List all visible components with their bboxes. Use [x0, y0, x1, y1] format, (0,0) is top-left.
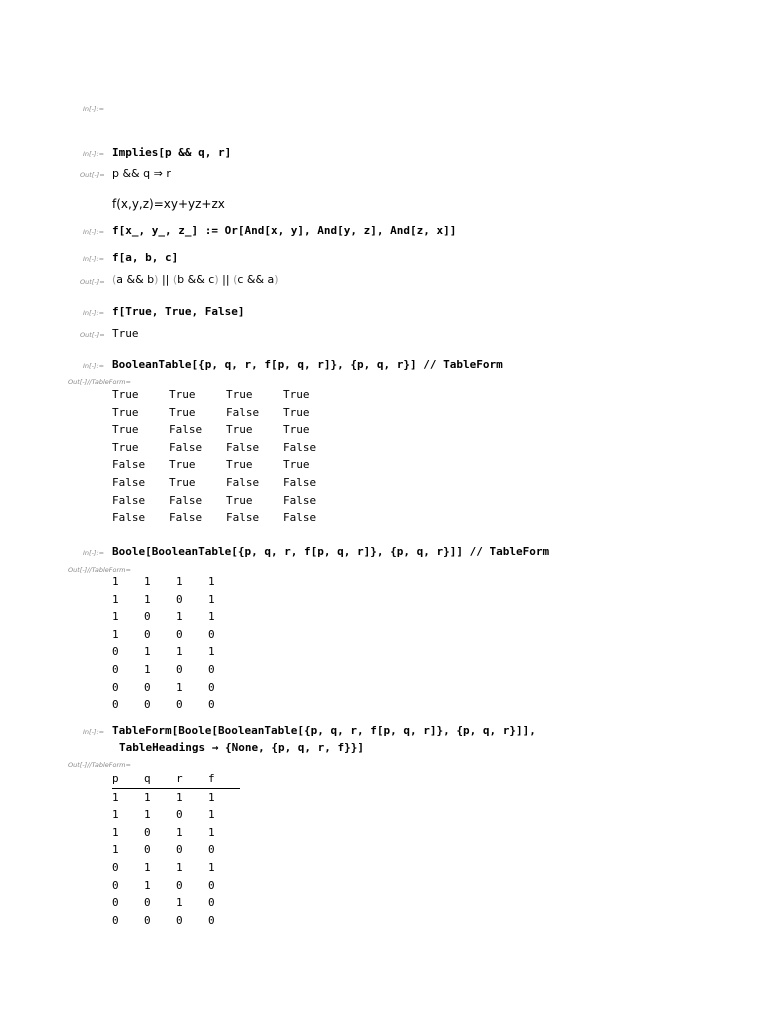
paren-open: ( — [172, 273, 178, 286]
input-code-continuation[interactable]: TableHeadings → {None, {p, q, r, f}}] — [119, 741, 365, 754]
table-cell: 0 — [112, 860, 119, 874]
input-label: In[-]:= — [83, 549, 105, 557]
table-cell: 1 — [144, 860, 151, 874]
table-cell: False — [169, 511, 203, 525]
table-cell: 1 — [176, 790, 183, 804]
table-row — [112, 643, 240, 661]
input-label: In[-]:= — [83, 255, 105, 263]
table-cell: 1 — [208, 645, 215, 659]
table-cell: 1 — [112, 825, 119, 839]
paren-close: ) — [154, 273, 159, 286]
table-cell: 1 — [112, 627, 119, 641]
output-expression: True — [112, 327, 139, 340]
table-cell: 0 — [112, 913, 119, 927]
table-row — [112, 591, 240, 609]
table-row — [112, 696, 240, 714]
or-operator: || — [218, 273, 234, 286]
table-cell: False — [283, 511, 317, 525]
input-label: In[-]:= — [83, 728, 105, 736]
table-cell: 0 — [176, 808, 183, 822]
output-label: Out[-]//TableForm= — [68, 566, 131, 574]
table-cell: 0 — [208, 843, 215, 857]
table-cell: 1 — [144, 790, 151, 804]
table-cell: 0 — [144, 627, 151, 641]
table-cell: False — [169, 423, 203, 437]
output-expression: p && q ⇒ r — [112, 167, 171, 180]
table-cell: False — [112, 458, 146, 472]
table-cell: False — [283, 440, 317, 454]
table-row — [112, 806, 240, 824]
input-code[interactable]: Boole[BooleanTable[{p, q, r, f[p, q, r]}, {p, q, r}]] // TableForm — [112, 545, 550, 558]
table-row — [112, 439, 340, 457]
table-row — [112, 788, 240, 806]
table-cell: True — [112, 405, 139, 419]
table-cell: 1 — [208, 825, 215, 839]
table-cell: True — [169, 405, 196, 419]
table-row — [112, 679, 240, 697]
table-cell: 0 — [176, 913, 183, 927]
table-row — [112, 859, 240, 877]
table-cell: 1 — [176, 610, 183, 624]
table-row — [112, 912, 240, 930]
output-label: Out[-]= — [80, 331, 105, 339]
table-cell: 0 — [144, 896, 151, 910]
output-expression — [112, 273, 279, 286]
table-row — [112, 492, 340, 510]
table-cell: 1 — [144, 645, 151, 659]
table-cell: False — [283, 493, 317, 507]
table-cell: 1 — [144, 592, 151, 606]
table-heading-row — [112, 770, 240, 788]
table-row — [112, 824, 240, 842]
table-cell: 0 — [208, 662, 215, 676]
input-code[interactable]: Implies[p && q, r] — [112, 146, 232, 159]
input-code[interactable]: f[x_, y_, z_] := Or[And[x, y], And[y, z], And[z, x]] — [112, 224, 457, 237]
table-cell: False — [226, 475, 260, 489]
table-row — [112, 404, 340, 422]
table-cell: 1 — [144, 662, 151, 676]
table-row — [112, 661, 240, 679]
table-cell: 0 — [112, 878, 119, 892]
table-row — [112, 456, 340, 474]
table-cell: 1 — [208, 610, 215, 624]
table-cell: 1 — [112, 808, 119, 822]
table-row — [112, 608, 240, 626]
table-cell: True — [112, 423, 139, 437]
table-cell: False — [169, 493, 203, 507]
truth-table-headed — [112, 770, 240, 929]
table-heading: r — [176, 770, 208, 788]
table-cell: 1 — [144, 808, 151, 822]
table-cell: 1 — [208, 790, 215, 804]
table-cell: 0 — [208, 878, 215, 892]
paren-close: ) — [274, 273, 279, 286]
table-cell: True — [112, 440, 139, 454]
table-cell: 0 — [112, 698, 119, 712]
truth-table-boolean — [112, 386, 340, 527]
table-cell: 1 — [208, 592, 215, 606]
or-operator: || — [158, 273, 173, 286]
table-cell: True — [283, 388, 310, 401]
table-cell: 0 — [176, 627, 183, 641]
table-cell: 1 — [112, 610, 119, 624]
table-cell: 1 — [176, 825, 183, 839]
paren-close: ) — [214, 273, 219, 286]
input-code[interactable]: BooleanTable[{p, q, r, f[p, q, r]}, {p, q, r}] // TableForm — [112, 358, 503, 371]
table-cell: 0 — [208, 913, 215, 927]
table-cell: False — [226, 405, 260, 419]
table-cell: 0 — [112, 645, 119, 659]
table-cell: True — [169, 475, 196, 489]
table-cell: 1 — [144, 878, 151, 892]
table-row — [112, 474, 340, 492]
output-label: Out[-]= — [80, 171, 105, 179]
table-cell: 0 — [208, 627, 215, 641]
input-label: In[-]:= — [83, 228, 105, 236]
table-cell: 0 — [176, 843, 183, 857]
table-cell: True — [169, 388, 196, 401]
table-row — [112, 573, 240, 591]
input-label: In[-]:= — [83, 309, 105, 317]
table-row — [112, 841, 240, 859]
table-cell: 0 — [112, 662, 119, 676]
table-cell: 0 — [144, 843, 151, 857]
input-label: In[-]:= — [83, 105, 105, 113]
table-row — [112, 509, 340, 527]
table-row — [112, 386, 340, 404]
table-cell: 0 — [144, 913, 151, 927]
table-cell: 0 — [176, 592, 183, 606]
table-cell: False — [283, 475, 317, 489]
table-cell: 1 — [176, 575, 183, 588]
table-cell: 1 — [176, 680, 183, 694]
table-cell: 1 — [176, 860, 183, 874]
table-cell: 0 — [112, 680, 119, 694]
table-cell: 0 — [144, 610, 151, 624]
table-cell: 0 — [144, 825, 151, 839]
table-heading: q — [144, 770, 176, 788]
output-label: Out[-]= — [80, 278, 105, 286]
table-heading: f — [208, 770, 240, 788]
table-cell: 0 — [176, 662, 183, 676]
table-cell: False — [112, 493, 146, 507]
table-row — [112, 421, 340, 439]
table-cell: 1 — [144, 575, 151, 588]
text-cell[interactable]: f(x,y,z)=xy+yz+zx — [112, 197, 225, 211]
table-cell: 1 — [176, 645, 183, 659]
paren-open: ( — [112, 273, 117, 286]
table-cell: True — [283, 458, 310, 472]
input-code[interactable]: f[True, True, False] — [112, 305, 245, 318]
table-cell: 1 — [208, 575, 215, 588]
table-cell: True — [226, 388, 253, 401]
table-cell: False — [226, 511, 260, 525]
table-row — [112, 626, 240, 644]
or-term: c && a — [237, 273, 275, 286]
table-cell: 0 — [176, 878, 183, 892]
input-code[interactable]: f[a, b, c] — [112, 251, 179, 264]
table-cell: 0 — [144, 680, 151, 694]
or-term: b && c — [177, 273, 215, 286]
table-cell: True — [169, 458, 196, 472]
table-cell: False — [226, 440, 260, 454]
input-label: In[-]:= — [83, 362, 105, 370]
table-row — [112, 877, 240, 895]
table-cell: 1 — [112, 790, 119, 804]
table-cell: True — [112, 388, 139, 401]
table-cell: 0 — [208, 680, 215, 694]
table-cell: 0 — [208, 896, 215, 910]
table-cell: True — [226, 423, 253, 437]
table-cell: 1 — [112, 575, 119, 588]
table-cell: 0 — [176, 698, 183, 712]
table-cell: 1 — [176, 896, 183, 910]
output-label: Out[-]//TableForm= — [68, 761, 131, 769]
table-cell: False — [112, 511, 146, 525]
truth-table-boole — [112, 573, 240, 714]
table-cell: 0 — [144, 698, 151, 712]
table-cell: True — [283, 405, 310, 419]
or-term: a && b — [116, 273, 155, 286]
table-cell: 0 — [112, 896, 119, 910]
table-cell: 1 — [208, 860, 215, 874]
table-cell: 1 — [112, 592, 119, 606]
table-heading: p — [112, 770, 144, 788]
table-cell: True — [226, 493, 253, 507]
input-label: In[-]:= — [83, 150, 105, 158]
output-label: Out[-]//TableForm= — [68, 378, 131, 386]
table-cell: True — [226, 458, 253, 472]
table-cell: False — [112, 475, 146, 489]
table-cell: True — [283, 423, 310, 437]
table-cell: 0 — [208, 698, 215, 712]
table-cell: 1 — [112, 843, 119, 857]
table-cell: False — [169, 440, 203, 454]
paren-open: ( — [233, 273, 238, 286]
table-row — [112, 894, 240, 912]
table-cell: 1 — [208, 808, 215, 822]
input-code[interactable]: TableForm[Boole[BooleanTable[{p, q, r, f[p, q, r]}, {p, q, r}]], — [112, 724, 536, 737]
